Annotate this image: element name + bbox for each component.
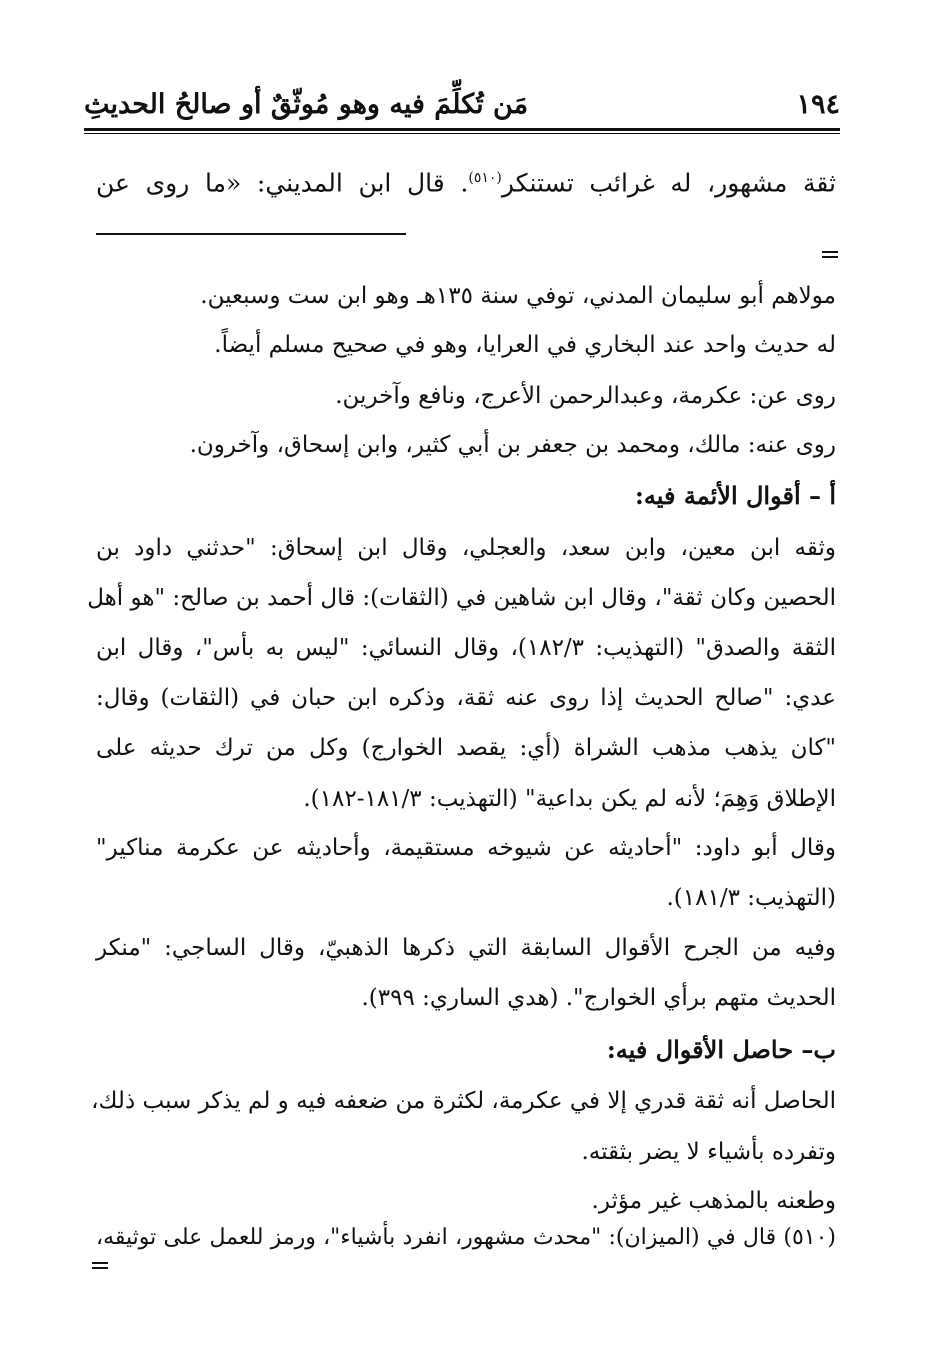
section-a-line: الثقة والصدق" (التهذيب: ١٨٢/٣)، وقال النسائي: "ليس به بأس"، وقال ابن — [96, 635, 836, 661]
section-b-heading: ب– حاصل الأقوال فيه: — [606, 1035, 836, 1064]
footnote-line: (٥١٠) قال في (الميزان): "محدث مشهور، انفرد بأشياء"، ورمز للعمل على توثيقه، — [96, 1225, 836, 1250]
footnote-separator — [96, 233, 406, 235]
footnote-reference: (٥١٠) — [468, 170, 502, 186]
continuation-mark — [92, 1262, 108, 1270]
page-number: ١٩٤ — [796, 88, 840, 120]
section-a-heading: أ – أقوال الأئمة فيه: — [635, 481, 836, 510]
biography-line: روى عن: عكرمة، وعبدالرحمن الأعرج، ونافع وآخرين. — [335, 383, 836, 409]
section-a-line: الحديث متهم برأي الخوارج". (هدي الساري: ٣٩٩). — [361, 985, 836, 1011]
section-a-line: وقال أبو داود: "أحاديثه عن شيوخه مستقيمة، وأحاديثه عن عكرمة مناكير" — [96, 835, 836, 861]
section-b-line: الحاصل أنه ثقة قدري إلا في عكرمة، لكثرة من ضعفه فيه و لم يذكر سبب ذلك، — [91, 1088, 836, 1114]
section-b-line: وتفرده بأشياء لا يضر بثقته. — [581, 1139, 836, 1165]
biography-line: روى عنه: مالك، ومحمد بن جعفر بن أبي كثير، وابن إسحاق، وآخرون. — [189, 432, 836, 458]
section-a-line: الحصين وكان ثقة"، وقال ابن شاهين في (الثقات): قال أحمد بن صالح: "هو أهل — [87, 585, 836, 611]
header-rule — [84, 128, 840, 131]
section-b-line: وطعنه بالمذهب غير مؤثر. — [591, 1188, 836, 1214]
section-a-line: عدي: "صالح الحديث إذا روى عنه ثقة، وذكره ابن حبان في (الثقات) وقال: — [96, 685, 836, 711]
biography-line: مولاهم أبو سليمان المدني، توفي سنة ١٣٥هـ وهو ابن ست وسبعين. — [200, 283, 836, 309]
biography-line: له حديث واحد عند البخاري في العرايا، وهو في صحيح مسلم أيضاً. — [214, 332, 836, 358]
continuation-mark — [822, 251, 838, 259]
section-a-line: وثقه ابن معين، وابن سعد، والعجلي، وقال ابن إسحاق: "حدثني داود بن — [96, 535, 836, 561]
section-a-line: (التهذيب: ١٨١/٣). — [666, 885, 836, 911]
section-a-line: "كان يذهب مذهب الشراة (أي: يقصد الخوارج) وكل من ترك حديثه على — [96, 735, 837, 761]
main-text-line: ثقة مشهور، له غرائب تستنكر$^{(٥١٠)}$. قال ابن المديني: «ما روى عن — [96, 168, 836, 198]
section-a-line: وفيه من الجرح الأقوال السابقة التي ذكرها الذهبيّ، وقال الساجي: "منكر — [96, 935, 836, 961]
section-a-line: الإطلاق وَهِمَ؛ لأنه لم يكن بداعية" (التهذيب: ١٨١/٣-١٨٢). — [303, 786, 836, 812]
running-title: مَن تُكلِّمَ فيه وهو مُوثّقٌ أو صالحُ الحديثِ — [84, 88, 529, 120]
page-header — [84, 82, 840, 126]
header-rule-thin — [84, 133, 840, 134]
